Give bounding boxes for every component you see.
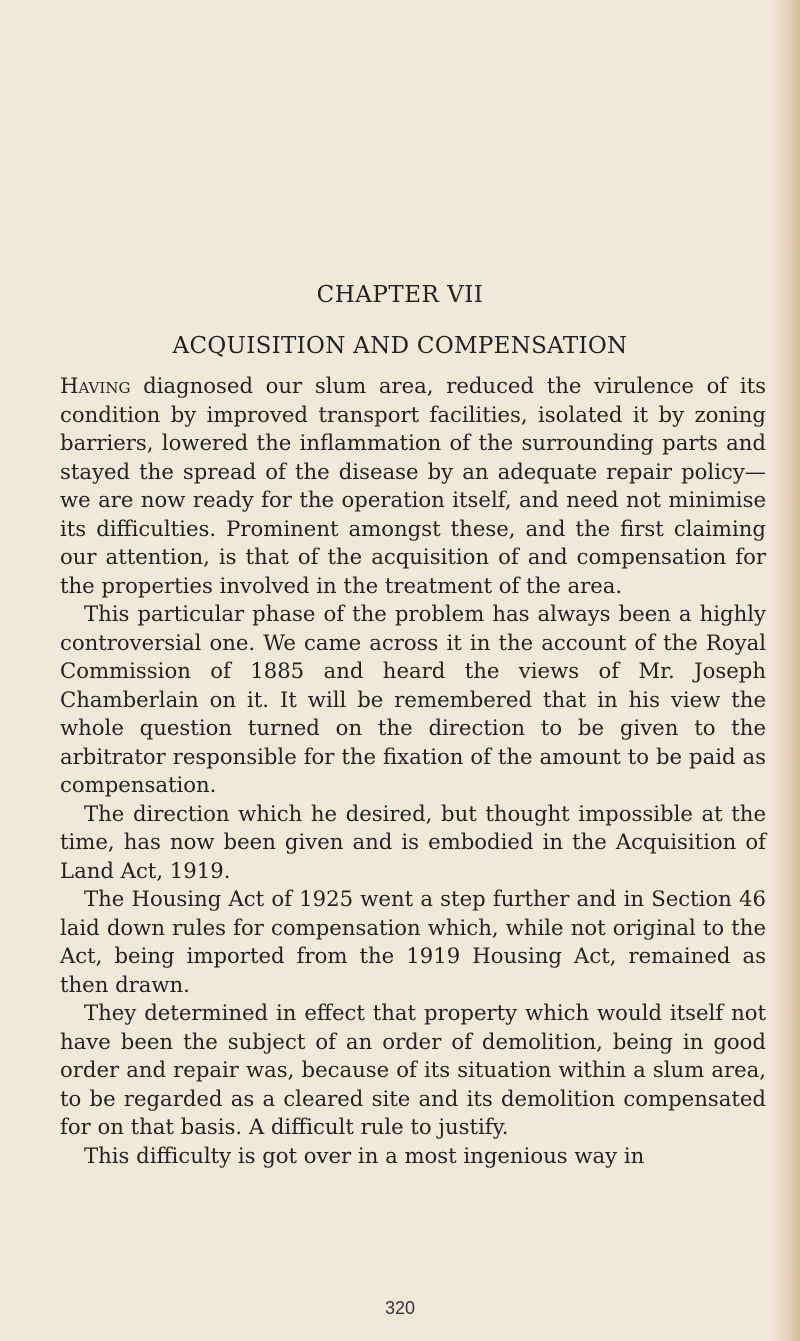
lead-word: Having <box>60 373 131 398</box>
paragraph-2: This particular phase of the problem has always been a highly controversial one. We came across it in the account of the Royal Commission of 1885 and heard the views of Mr. Joseph Chamberlain on it. It will be remembered that in his view the whole question turned on the direction to be given to the arbitrator responsible for the fixation of the amount to be paid as compensation. <box>60 601 766 797</box>
paragraph-3: The direction which he desired, but thought impossible at the time, has now been given and is embodied in the Acquisition of Land Act, 1919. <box>60 800 766 883</box>
chapter-title: ACQUISITION AND COMPENSATION <box>172 333 628 359</box>
chapter-number: CHAPTER VII <box>316 282 484 308</box>
paragraph-1-text: diagnosed our slum area, reduced the virulence of its condition by improved transport facilities, isolated it by zoning barriers, lowered the inflammation of the surrounding parts and stayed the spread of the disease by an adequate repair policy—we are now ready for the operation itself, and need not minimise its difficulties. Prominent amongst these, and the first claiming our attention, is that of the acquisition of and compensation for the properties involved in the treatment of the area. <box>60 373 766 598</box>
chapter-body <box>60 372 766 1170</box>
paragraph-1 <box>60 372 766 600</box>
page-edge-shadow <box>772 0 800 1341</box>
paragraph-5: They determined in effect that property which would itself not have been the subject of an order of demolition, being in good order and repair was, because of its situation within a slum area, to be regarded as a cleared site and its demolition compensated for on that basis. A difficult rule to justify. <box>60 1000 766 1139</box>
paragraph-4: The Housing Act of 1925 went a step further and in Section 46 laid down rules for compensation which, while not original to the Act, being imported from the 1919 Housing Act, remained as then drawn. <box>60 886 766 997</box>
paragraph-6: This difficulty is got over in a most ingenious way in <box>84 1142 645 1168</box>
page-number: 320 <box>384 1298 416 1318</box>
